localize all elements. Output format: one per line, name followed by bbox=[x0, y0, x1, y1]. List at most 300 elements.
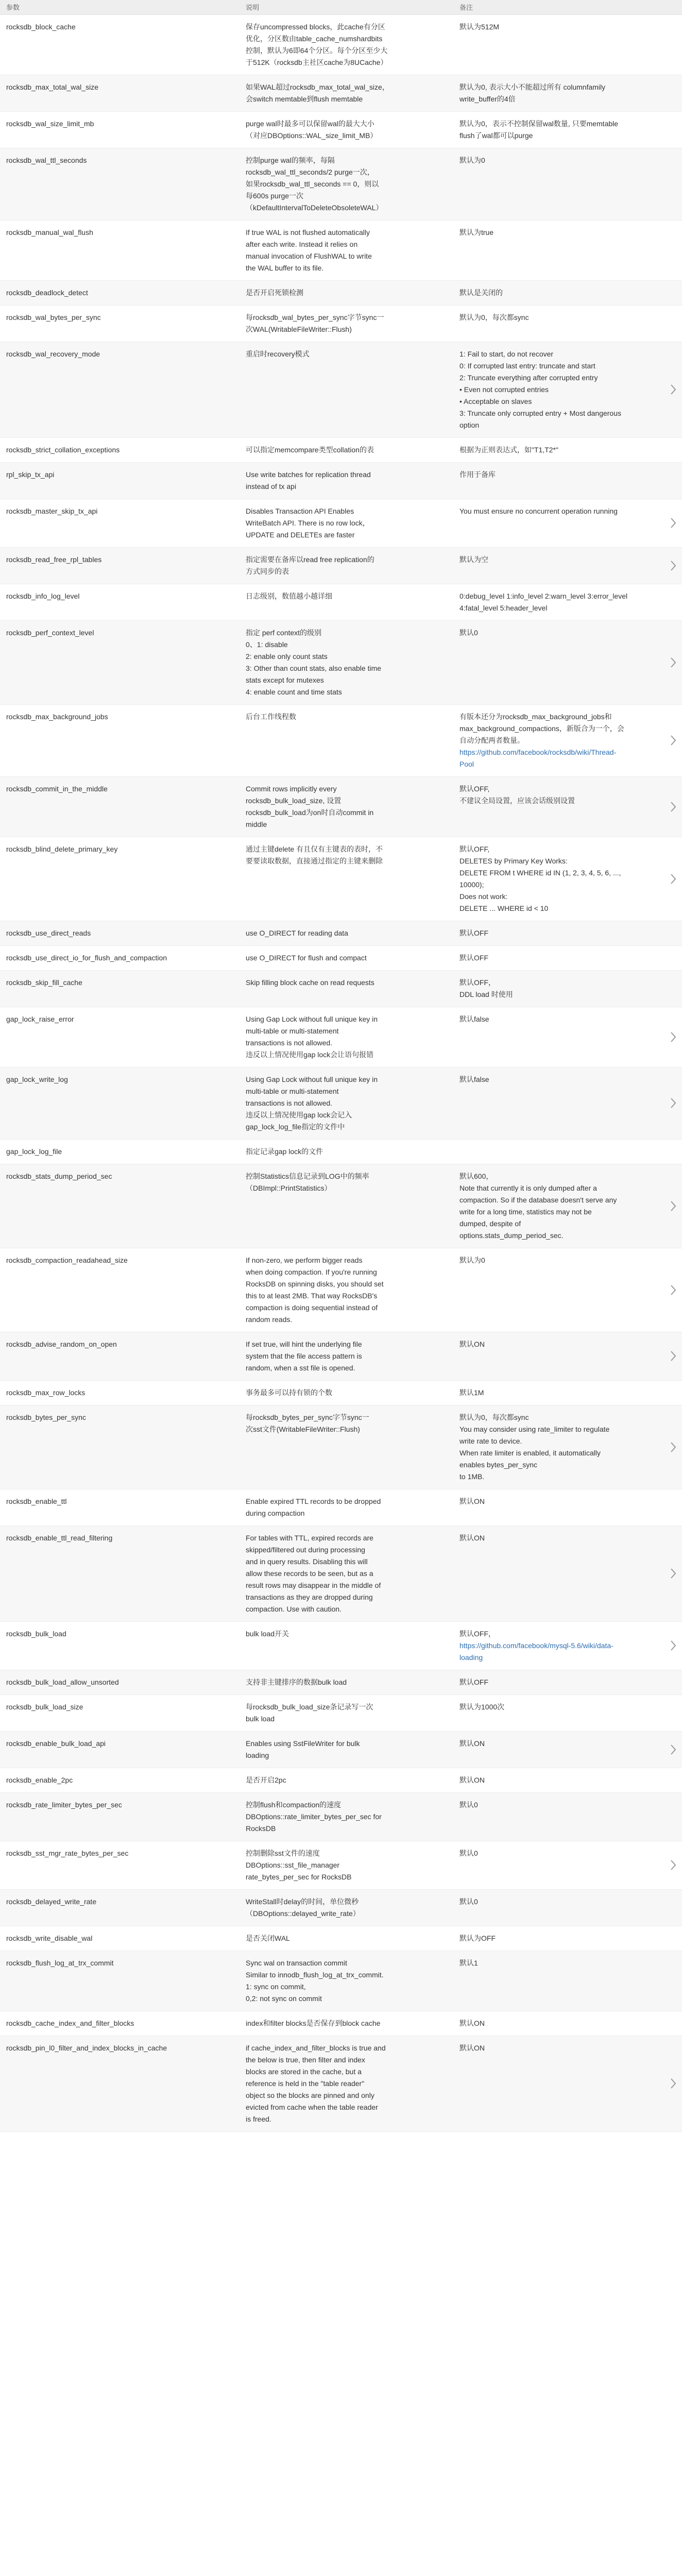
description-line: Similar to innodb_flush_log_at_trx_commit. bbox=[246, 1970, 384, 1979]
table-row bbox=[0, 837, 682, 921]
param-name: rocksdb_enable_ttl_read_filtering bbox=[0, 1526, 240, 1621]
description-line: 控制，默认为6即64个分区。每个分区至少大 bbox=[246, 46, 388, 55]
note-line: You must ensure no concurrent operation running bbox=[459, 506, 618, 515]
description-line: 每600s purge一次 bbox=[246, 191, 304, 200]
param-note bbox=[453, 75, 682, 111]
note-line: You may consider using rate_limiter to regulate bbox=[459, 1425, 610, 1433]
param-note bbox=[453, 1951, 682, 2011]
table-row bbox=[0, 220, 682, 280]
table-row bbox=[0, 305, 682, 342]
note-line: to 1MB. bbox=[459, 1472, 485, 1481]
description-line: 每rocksdb_bulk_load_size条记录写一次 bbox=[246, 1702, 373, 1711]
param-note bbox=[453, 776, 682, 837]
description-line: rocksdb_bulk_load为on时自动commit in bbox=[246, 808, 374, 817]
note-line: 默认是关闭的 bbox=[459, 288, 503, 297]
table-row bbox=[0, 620, 682, 704]
chevron-right-icon[interactable] bbox=[669, 1096, 678, 1110]
param-note bbox=[453, 111, 682, 148]
chevron-right-icon[interactable] bbox=[669, 656, 678, 669]
param-description bbox=[240, 584, 453, 620]
description-line: index和filter blocks是否保存到block cache bbox=[246, 2019, 381, 2027]
description-line: 事务最多可以持有锁的个数 bbox=[246, 1388, 332, 1397]
description-line: is freed. bbox=[246, 2114, 271, 2123]
param-name: rocksdb_wal_bytes_per_sync bbox=[0, 305, 240, 342]
table-row bbox=[0, 342, 682, 437]
note-line: 默认OFF bbox=[459, 953, 488, 962]
param-name: gap_lock_log_file bbox=[0, 1139, 240, 1164]
note-line: 默认ON bbox=[459, 2043, 485, 2052]
description-line: UPDATE and DELETEs are faster bbox=[246, 530, 355, 539]
table-row bbox=[0, 462, 682, 499]
table-row bbox=[0, 547, 682, 584]
param-note bbox=[453, 1164, 682, 1248]
description-line: the WAL buffer to its file. bbox=[246, 263, 324, 272]
note-line: 2: Truncate everything after corrupted entry bbox=[459, 373, 598, 382]
note-line: 3: Truncate only corrupted entry + Most dangerous bbox=[459, 409, 622, 417]
table-row bbox=[0, 970, 682, 1007]
note-line: 默认为1000次 bbox=[459, 1702, 505, 1711]
table-row bbox=[0, 111, 682, 148]
description-line: （DBImpl::PrintStatistics） bbox=[246, 1183, 332, 1192]
note-line: 默认为0，每次都sync bbox=[459, 1413, 529, 1421]
chevron-right-icon[interactable] bbox=[669, 1639, 678, 1652]
param-name: rocksdb_perf_context_level bbox=[0, 620, 240, 704]
param-note bbox=[453, 704, 682, 776]
description-line: blocks are stored in the cache, but a bbox=[246, 2067, 362, 2076]
note-link[interactable]: loading bbox=[459, 1653, 483, 1662]
note-line: 默认ON bbox=[459, 1533, 485, 1542]
param-name: rocksdb_bulk_load bbox=[0, 1621, 240, 1670]
note-line: 默认false bbox=[459, 1075, 489, 1083]
description-line: （kDefaultIntervalToDeleteObsoleteWAL） bbox=[246, 203, 383, 212]
param-description bbox=[240, 499, 453, 547]
chevron-right-icon[interactable] bbox=[669, 1199, 678, 1213]
param-name: rocksdb_use_direct_reads bbox=[0, 921, 240, 945]
chevron-right-icon[interactable] bbox=[669, 872, 678, 886]
param-name: rocksdb_info_log_level bbox=[0, 584, 240, 620]
description-line: transactions is not allowed. bbox=[246, 1098, 333, 1107]
param-note bbox=[453, 342, 682, 437]
param-description bbox=[240, 1007, 453, 1067]
param-note bbox=[453, 437, 682, 462]
description-line: purge wal时最多可以保留wal的最大大小 bbox=[246, 119, 374, 128]
description-line: rate_bytes_per_sec for RocksDB bbox=[246, 1872, 352, 1881]
description-line: WriteStall时delay的时间，单位微秒 bbox=[246, 1897, 359, 1906]
note-line: dumped, despite of bbox=[459, 1219, 521, 1228]
description-line: middle bbox=[246, 820, 267, 828]
param-description bbox=[240, 1067, 453, 1139]
note-line: 默认为0, 表示大小不能超过所有 columnfamily bbox=[459, 82, 606, 91]
param-name: gap_lock_raise_error bbox=[0, 1007, 240, 1067]
param-note bbox=[453, 148, 682, 220]
note-line: 默认OFF bbox=[459, 1677, 488, 1686]
description-line: skipped/filtered out during processing bbox=[246, 1545, 365, 1554]
param-description bbox=[240, 1526, 453, 1621]
description-line: 保存uncompressed blocks，此cache有分区 bbox=[246, 22, 385, 31]
description-line: 重启时recovery模式 bbox=[246, 349, 310, 358]
table-body bbox=[0, 14, 682, 2131]
param-name: rocksdb_wal_size_limit_mb bbox=[0, 111, 240, 148]
chevron-right-icon[interactable] bbox=[669, 516, 678, 530]
description-line: Enable expired TTL records to be dropped bbox=[246, 1497, 381, 1505]
note-line: 默认为true bbox=[459, 228, 494, 236]
param-name: rocksdb_read_free_rpl_tables bbox=[0, 547, 240, 584]
description-line: compaction is doing sequential instead of bbox=[246, 1303, 378, 1312]
note-line: 默认ON bbox=[459, 1739, 485, 1748]
table-row bbox=[0, 1768, 682, 1792]
note-line: Note that currently it is only dumped after a bbox=[459, 1183, 597, 1192]
param-name: rocksdb_max_total_wal_size bbox=[0, 75, 240, 111]
note-line: DELETE ... WHERE id < 10 bbox=[459, 904, 549, 912]
param-note bbox=[453, 1067, 682, 1139]
param-name: rocksdb_cache_index_and_filter_blocks bbox=[0, 2011, 240, 2036]
chevron-right-icon[interactable] bbox=[669, 1440, 678, 1454]
table-row bbox=[0, 1139, 682, 1164]
table-row bbox=[0, 1248, 682, 1332]
note-line: 默认OFF, bbox=[459, 784, 490, 793]
table-row bbox=[0, 1380, 682, 1405]
param-description bbox=[240, 280, 453, 305]
description-line: 控制purge wal的频率，每隔 bbox=[246, 156, 335, 164]
chevron-right-icon[interactable] bbox=[669, 383, 678, 396]
param-note bbox=[453, 280, 682, 305]
table-row bbox=[0, 1694, 682, 1731]
description-line: this to at least 2MB. That way RocksDB's bbox=[246, 1291, 378, 1300]
note-line: 默认1M bbox=[459, 1388, 484, 1397]
description-line: transactions is not allowed. bbox=[246, 1038, 333, 1047]
note-line: 默认为空 bbox=[459, 555, 488, 564]
param-name: rocksdb_bulk_load_allow_unsorted bbox=[0, 1670, 240, 1694]
description-line: 0,2: not sync on commit bbox=[246, 1994, 322, 2003]
description-line: Using Gap Lock without full unique key in bbox=[246, 1014, 378, 1023]
param-description bbox=[240, 620, 453, 704]
note-line: 1: Fail to start, do not recover bbox=[459, 349, 554, 358]
note-line: 作用于备库 bbox=[459, 470, 496, 479]
note-line: 默认OFF, bbox=[459, 844, 490, 853]
description-line: For tables with TTL, expired records are bbox=[246, 1533, 373, 1542]
table-row bbox=[0, 14, 682, 75]
note-line: 默认0 bbox=[459, 628, 478, 637]
description-line: when doing compaction. If you're running bbox=[246, 1267, 377, 1276]
note-line: 默认OFF， bbox=[459, 1629, 496, 1638]
param-note bbox=[453, 945, 682, 970]
param-note bbox=[453, 499, 682, 547]
param-description bbox=[240, 1248, 453, 1332]
note-line: 默认0 bbox=[459, 1800, 478, 1809]
note-line: write for a long time, statistics may not be bbox=[459, 1207, 592, 1216]
param-note bbox=[453, 1139, 682, 1164]
table-row bbox=[0, 1889, 682, 1926]
note-line: 根据为正则表达式，如"T1,T2*" bbox=[459, 445, 558, 454]
description-line: 优化，分区数由table_cache_numshardbits bbox=[246, 34, 383, 43]
note-line: 自动分配两者数量。 bbox=[459, 736, 524, 744]
param-name: rocksdb_compaction_readahead_size bbox=[0, 1248, 240, 1332]
note-line: 默认ON bbox=[459, 1497, 485, 1505]
description-line: compaction. Use with caution. bbox=[246, 1604, 342, 1613]
note-line: 默认为0 bbox=[459, 156, 485, 164]
description-line: Enables using SstFileWriter for bulk bbox=[246, 1739, 360, 1748]
param-note bbox=[453, 1007, 682, 1067]
param-name: rocksdb_pin_l0_filter_and_index_blocks_in_cache bbox=[0, 2036, 240, 2131]
description-line: allow these records to be seen, but as a bbox=[246, 1569, 373, 1578]
note-line: write rate to device. bbox=[459, 1436, 522, 1445]
param-name: rocksdb_write_disable_wal bbox=[0, 1926, 240, 1951]
param-description bbox=[240, 776, 453, 837]
note-line: • Even not corrupted entries bbox=[459, 385, 549, 394]
table-row bbox=[0, 437, 682, 462]
param-note bbox=[453, 620, 682, 704]
description-line: 是否开启2pc bbox=[246, 1775, 286, 1784]
description-line: 支持非主键排序的数据bulk load bbox=[246, 1677, 347, 1686]
note-line: 默认OFF， bbox=[459, 978, 496, 987]
description-line: 指定记录gap lock的文件 bbox=[246, 1147, 323, 1156]
header-param: 参数 bbox=[0, 0, 240, 14]
description-line: 控制flush和compaction的速度 bbox=[246, 1800, 342, 1809]
description-line: multi-table or multi-statement bbox=[246, 1026, 339, 1035]
note-line: 默认ON bbox=[459, 2019, 485, 2027]
param-name: rocksdb_rate_limiter_bytes_per_sec bbox=[0, 1792, 240, 1841]
param-description bbox=[240, 970, 453, 1007]
param-note bbox=[453, 1380, 682, 1405]
param-note bbox=[453, 837, 682, 921]
param-name: rocksdb_max_row_locks bbox=[0, 1380, 240, 1405]
description-line: evicted from cache when the table reader bbox=[246, 2103, 378, 2111]
param-description bbox=[240, 462, 453, 499]
table-row bbox=[0, 1792, 682, 1841]
description-line: 3: Other than count stats, also enable time bbox=[246, 664, 382, 672]
note-line: write_buffer的4倍 bbox=[459, 94, 516, 103]
param-description bbox=[240, 1951, 453, 2011]
description-line: RocksDB on spinning disks, you should set bbox=[246, 1279, 384, 1288]
param-description bbox=[240, 1380, 453, 1405]
param-name: rocksdb_blind_delete_primary_key bbox=[0, 837, 240, 921]
param-name: rocksdb_enable_ttl bbox=[0, 1489, 240, 1526]
param-description bbox=[240, 1332, 453, 1380]
description-line: 后台工作线程数 bbox=[246, 712, 296, 721]
param-description bbox=[240, 1926, 453, 1951]
param-description bbox=[240, 1670, 453, 1694]
param-name: rocksdb_skip_fill_cache bbox=[0, 970, 240, 1007]
param-note bbox=[453, 1768, 682, 1792]
param-name: rocksdb_strict_collation_exceptions bbox=[0, 437, 240, 462]
description-line: DBOptions::rate_limiter_bytes_per_sec for bbox=[246, 1812, 382, 1821]
note-line: 有版本还分为rocksdb_max_background_jobs和 bbox=[459, 712, 612, 721]
description-line: random, when a sst file is opened. bbox=[246, 1363, 355, 1372]
param-note bbox=[453, 1731, 682, 1768]
param-name: rocksdb_stats_dump_period_sec bbox=[0, 1164, 240, 1248]
note-line: 默认为512M bbox=[459, 22, 500, 31]
description-line: transactions as they are dropped during bbox=[246, 1592, 373, 1601]
description-line: reference is held in the "table reader" bbox=[246, 2079, 365, 2088]
note-line: 0:debug_level 1:info_level 2:warn_level 3:error_level bbox=[459, 591, 628, 600]
param-note bbox=[453, 305, 682, 342]
description-line: If non-zero, we perform bigger reads bbox=[246, 1256, 363, 1264]
note-line: 10000); bbox=[459, 880, 484, 889]
description-line: 方式同步的表 bbox=[246, 567, 289, 575]
description-line: loading bbox=[246, 1751, 269, 1759]
description-line: 4: enable count and time stats bbox=[246, 687, 342, 696]
header-desc: 说明 bbox=[240, 0, 453, 14]
param-description bbox=[240, 305, 453, 342]
param-note bbox=[453, 1526, 682, 1621]
param-description bbox=[240, 1694, 453, 1731]
param-name: rocksdb_bulk_load_size bbox=[0, 1694, 240, 1731]
table-row bbox=[0, 1489, 682, 1526]
param-note bbox=[453, 1841, 682, 1889]
description-line: Skip filling block cache on read requests bbox=[246, 978, 374, 987]
param-note bbox=[453, 1792, 682, 1841]
description-line: Use write batches for replication thread bbox=[246, 470, 371, 479]
param-description bbox=[240, 921, 453, 945]
table-row bbox=[0, 1526, 682, 1621]
note-line: 默认为OFF bbox=[459, 1934, 496, 1942]
chevron-right-icon[interactable] bbox=[669, 800, 678, 814]
param-name: rocksdb_block_cache bbox=[0, 14, 240, 75]
param-note bbox=[453, 2011, 682, 2036]
description-line: 要要读取数据，直接通过指定的主键来删除 bbox=[246, 856, 383, 865]
table-row bbox=[0, 1731, 682, 1768]
description-line: rocksdb_bulk_load_size, 设置 bbox=[246, 796, 342, 805]
param-description bbox=[240, 342, 453, 437]
table-row bbox=[0, 1164, 682, 1248]
param-name: rocksdb_delayed_write_rate bbox=[0, 1889, 240, 1926]
note-link[interactable]: Pool bbox=[459, 759, 474, 768]
param-description bbox=[240, 2036, 453, 2131]
chevron-right-icon[interactable] bbox=[669, 734, 678, 747]
description-line: 0、1: disable bbox=[246, 640, 288, 649]
description-line: Using Gap Lock without full unique key in bbox=[246, 1075, 378, 1083]
table-row bbox=[0, 1067, 682, 1139]
description-line: stats except for mutexes bbox=[246, 675, 324, 684]
param-name: gap_lock_write_log bbox=[0, 1067, 240, 1139]
description-line: 违反以上情况使用gap lock会让语句报错 bbox=[246, 1050, 374, 1059]
chevron-right-icon[interactable] bbox=[669, 1030, 678, 1044]
chevron-right-icon[interactable] bbox=[669, 1283, 678, 1297]
description-line: random reads. bbox=[246, 1315, 293, 1324]
description-line: （对应DBOptions::WAL_size_limit_MB） bbox=[246, 131, 378, 140]
param-note bbox=[453, 1889, 682, 1926]
param-description bbox=[240, 704, 453, 776]
param-description bbox=[240, 837, 453, 921]
param-name: rocksdb_flush_log_at_trx_commit bbox=[0, 1951, 240, 2011]
note-line: 不建议全局设置，应该会话级别设置 bbox=[459, 796, 575, 805]
description-line: instead of tx api bbox=[246, 482, 297, 490]
description-line: 1: sync on commit, bbox=[246, 1982, 306, 1991]
note-line: 默认0 bbox=[459, 1849, 478, 1857]
note-line: 默认ON bbox=[459, 1340, 485, 1348]
param-note bbox=[453, 1248, 682, 1332]
note-line: 4:fatal_level 5:header_level bbox=[459, 603, 548, 612]
chevron-right-icon[interactable] bbox=[669, 1858, 678, 1872]
param-description bbox=[240, 1889, 453, 1926]
header-note: 备注 bbox=[453, 0, 682, 14]
note-line: DELETES by Primary Key Works: bbox=[459, 856, 568, 865]
chevron-right-icon[interactable] bbox=[669, 1567, 678, 1580]
note-line: 默认0 bbox=[459, 1897, 478, 1906]
table-row bbox=[0, 1405, 682, 1489]
description-line: Disables Transaction API Enables bbox=[246, 506, 354, 515]
description-line: 每rocksdb_wal_bytes_per_sync字节sync一 bbox=[246, 313, 384, 321]
param-note bbox=[453, 1332, 682, 1380]
param-note bbox=[453, 1489, 682, 1526]
param-description bbox=[240, 1621, 453, 1670]
description-line: 通过主键delete 有且仅有主键表的表时，不 bbox=[246, 844, 383, 853]
table-row bbox=[0, 280, 682, 305]
table-row bbox=[0, 1951, 682, 2011]
description-line: If true WAL is not flushed automatically bbox=[246, 228, 370, 236]
description-line: （DBOptions::delayed_write_rate） bbox=[246, 1909, 360, 1918]
param-description bbox=[240, 1489, 453, 1526]
param-name: rpl_skip_tx_api bbox=[0, 462, 240, 499]
chevron-right-icon[interactable] bbox=[669, 1349, 678, 1363]
description-line: gap_lock_log_file指定的文件中 bbox=[246, 1122, 345, 1131]
note-line: enables bytes_per_sync bbox=[459, 1460, 537, 1469]
param-note bbox=[453, 2036, 682, 2131]
description-line: 控制Statistics信息记录到LOG中的频率 bbox=[246, 1172, 369, 1180]
table-row bbox=[0, 1926, 682, 1951]
description-line: object so the blocks are pinned and only bbox=[246, 2091, 374, 2099]
param-note bbox=[453, 1670, 682, 1694]
param-name: rocksdb_use_direct_io_for_flush_and_compaction bbox=[0, 945, 240, 970]
description-line: 会switch memtable到flush memtable bbox=[246, 94, 363, 103]
table-row bbox=[0, 1621, 682, 1670]
description-line: multi-table or multi-statement bbox=[246, 1087, 339, 1095]
description-line: 于512K（rocksdb主社区cache为8UCache） bbox=[246, 58, 388, 66]
description-line: use O_DIRECT for reading data bbox=[246, 928, 348, 937]
chevron-right-icon[interactable] bbox=[669, 2077, 678, 2090]
note-line: When rate limiter is enabled, it automatically bbox=[459, 1448, 601, 1457]
chevron-right-icon[interactable] bbox=[669, 559, 678, 572]
note-line: 默认1 bbox=[459, 1958, 478, 1967]
chevron-right-icon[interactable] bbox=[669, 1743, 678, 1756]
description-line: result rows may disappear in the middle of bbox=[246, 1581, 381, 1589]
param-description bbox=[240, 1731, 453, 1768]
description-line: and in query results. Disabling this will bbox=[246, 1557, 368, 1566]
description-line: 如果rocksdb_wal_ttl_seconds == 0，则以 bbox=[246, 179, 379, 188]
param-note bbox=[453, 921, 682, 945]
param-description bbox=[240, 2011, 453, 2036]
param-name: rocksdb_max_background_jobs bbox=[0, 704, 240, 776]
param-note bbox=[453, 584, 682, 620]
note-line: DDL load 时使用 bbox=[459, 990, 513, 998]
note-link[interactable]: https://github.com/facebook/rocksdb/wiki/Thread- bbox=[459, 748, 617, 756]
param-note bbox=[453, 547, 682, 584]
note-line: 默认为0 bbox=[459, 1256, 485, 1264]
param-description bbox=[240, 148, 453, 220]
note-link[interactable]: https://github.com/facebook/mysql-5.6/wiki/data- bbox=[459, 1641, 613, 1650]
param-name: rocksdb_bytes_per_sync bbox=[0, 1405, 240, 1489]
param-name: rocksdb_enable_bulk_load_api bbox=[0, 1731, 240, 1768]
description-line: 每rocksdb_bytes_per_sync字节sync一 bbox=[246, 1413, 369, 1421]
param-description bbox=[240, 547, 453, 584]
description-line: use O_DIRECT for flush and compact bbox=[246, 953, 367, 962]
param-name: rocksdb_enable_2pc bbox=[0, 1768, 240, 1792]
table-row bbox=[0, 75, 682, 111]
description-line: 控制删除sst文件的速度 bbox=[246, 1849, 320, 1857]
description-line: after each write. Instead it relies on bbox=[246, 240, 358, 248]
description-line: rocksdb_wal_ttl_seconds/2 purge一次， bbox=[246, 167, 374, 176]
note-line: 0: If corrupted last entry: truncate and start bbox=[459, 361, 595, 370]
param-note bbox=[453, 1926, 682, 1951]
note-line: DELETE FROM t WHERE id IN (1, 2, 3, 4, 5, 6, ..., bbox=[459, 868, 621, 877]
description-line: 次sst文件(WritableFileWriter::Flush) bbox=[246, 1425, 360, 1433]
description-line: manual invocation of FlushWAL to write bbox=[246, 251, 372, 260]
param-name: rocksdb_advise_random_on_open bbox=[0, 1332, 240, 1380]
table-row bbox=[0, 2011, 682, 2036]
param-description bbox=[240, 437, 453, 462]
note-line: 默认为0，表示不控制保留wal数量, 只要memtable bbox=[459, 119, 619, 128]
description-line: during compaction bbox=[246, 1509, 305, 1517]
